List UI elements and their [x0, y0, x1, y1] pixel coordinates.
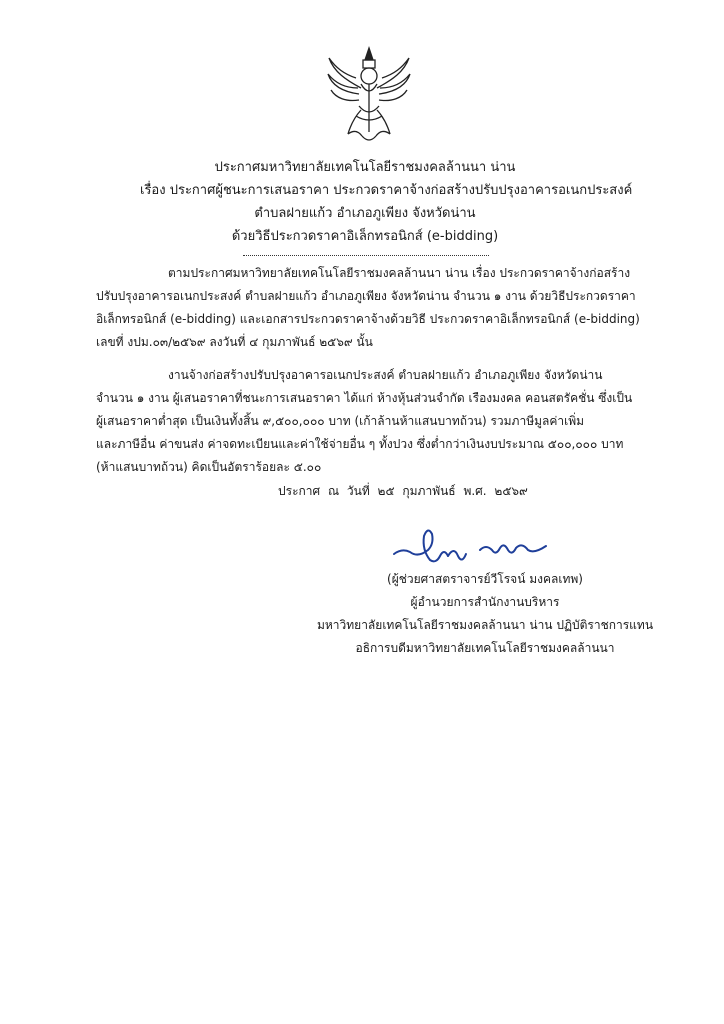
paragraph-line: ปรับปรุงอาคารอเนกประสงค์ ตำบลฝายแก้ว อำเภอภูเพียง จังหวัดน่าน จำนวน ๑ งาน ด้วยวิธีประกวดราคา — [96, 289, 636, 303]
signatory-position: มหาวิทยาลัยเทคโนโลยีราชมงคลล้านนา น่าน ปฏิบัติราชการแทน — [316, 618, 654, 632]
announcement-date: ประกาศ ณ วันที่ ๒๕ กุมภาพันธ์ พ.ศ. ๒๕๖๙ — [278, 484, 528, 498]
location-line: ตำบลฝายแก้ว อำเภอภูเพียง จังหวัดน่าน — [254, 206, 476, 221]
garuda-emblem-icon — [326, 44, 412, 148]
method-line: ด้วยวิธีประกวดราคาอิเล็กทรอนิกส์ (e-bidding) — [231, 229, 499, 244]
paragraph-reference — [96, 262, 646, 354]
subject-title: เรื่อง ประกาศผู้ชนะการเสนอราคา ประกวดราคาจ้างก่อสร้างปรับปรุงอาคารอเนกประสงค์ — [140, 183, 633, 198]
issuer-title: ประกาศมหาวิทยาลัยเทคโนโลยีราชมงคลล้านนา น่าน — [214, 160, 516, 175]
signatory-name: (ผู้ช่วยศาสตราจารย์วีโรจน์ มงคลเทพ) — [387, 572, 583, 586]
paragraph-line: และภาษีอื่น ค่าขนส่ง ค่าจดทะเบียนและค่าใช้จ่ายอื่น ๆ ทั้งปวง ซึ่งต่ำกว่าเงินงบประมาณ ๕๐๐,๐๐๐ บาท — [96, 437, 624, 451]
paragraph-line: เลขที่ งปม.๐๓/๒๕๖๙ ลงวันที่ ๔ กุมภาพันธ์ ๒๕๖๙ นั้น — [96, 335, 373, 349]
paragraph-line: งานจ้างก่อสร้างปรับปรุงอาคารอเนกประสงค์ ตำบลฝายแก้ว อำเภอภูเพียง จังหวัดน่าน — [168, 368, 603, 382]
dotted-divider — [243, 255, 489, 256]
paragraph-line: ผู้เสนอราคาต่ำสุด เป็นเงินทั้งสิ้น ๙,๕๐๐,๐๐๐ บาท (เก้าล้านห้าแสนบาทถ้วน) รวมภาษีมูลค่าเพิ่ม — [96, 414, 585, 428]
signatory-position: อธิการบดีมหาวิทยาลัยเทคโนโลยีราชมงคลล้านนา — [355, 641, 615, 655]
signatory-position: ผู้อำนวยการสำนักงานบริหาร — [410, 595, 560, 609]
paragraph-line: จำนวน ๑ งาน ผู้เสนอราคาที่ชนะการเสนอราคา ได้แก่ ห้างหุ้นส่วนจำกัด เรืองมงคล คอนสตรัคชั่น ซึ่งเป็น — [96, 391, 633, 405]
announcement-header — [140, 156, 633, 248]
handwritten-signature — [388, 520, 554, 572]
announcement-body — [96, 262, 646, 479]
paragraph-line: อิเล็กทรอนิกส์ (e-bidding) และเอกสารประกวดราคาจ้างด้วยวิธี ประกวดราคาอิเล็กทรอนิกส์ (e-bidding) — [96, 312, 640, 326]
paragraph-line: ตามประกาศมหาวิทยาลัยเทคโนโลยีราชมงคลล้านนา น่าน เรื่อง ประกวดราคาจ้างก่อสร้าง — [168, 266, 631, 280]
paragraph-line: (ห้าแสนบาทถ้วน) คิดเป็นอัตราร้อยละ ๕.๐๐ — [96, 460, 322, 474]
signatory-block — [290, 568, 680, 660]
paragraph-winner — [96, 364, 646, 479]
